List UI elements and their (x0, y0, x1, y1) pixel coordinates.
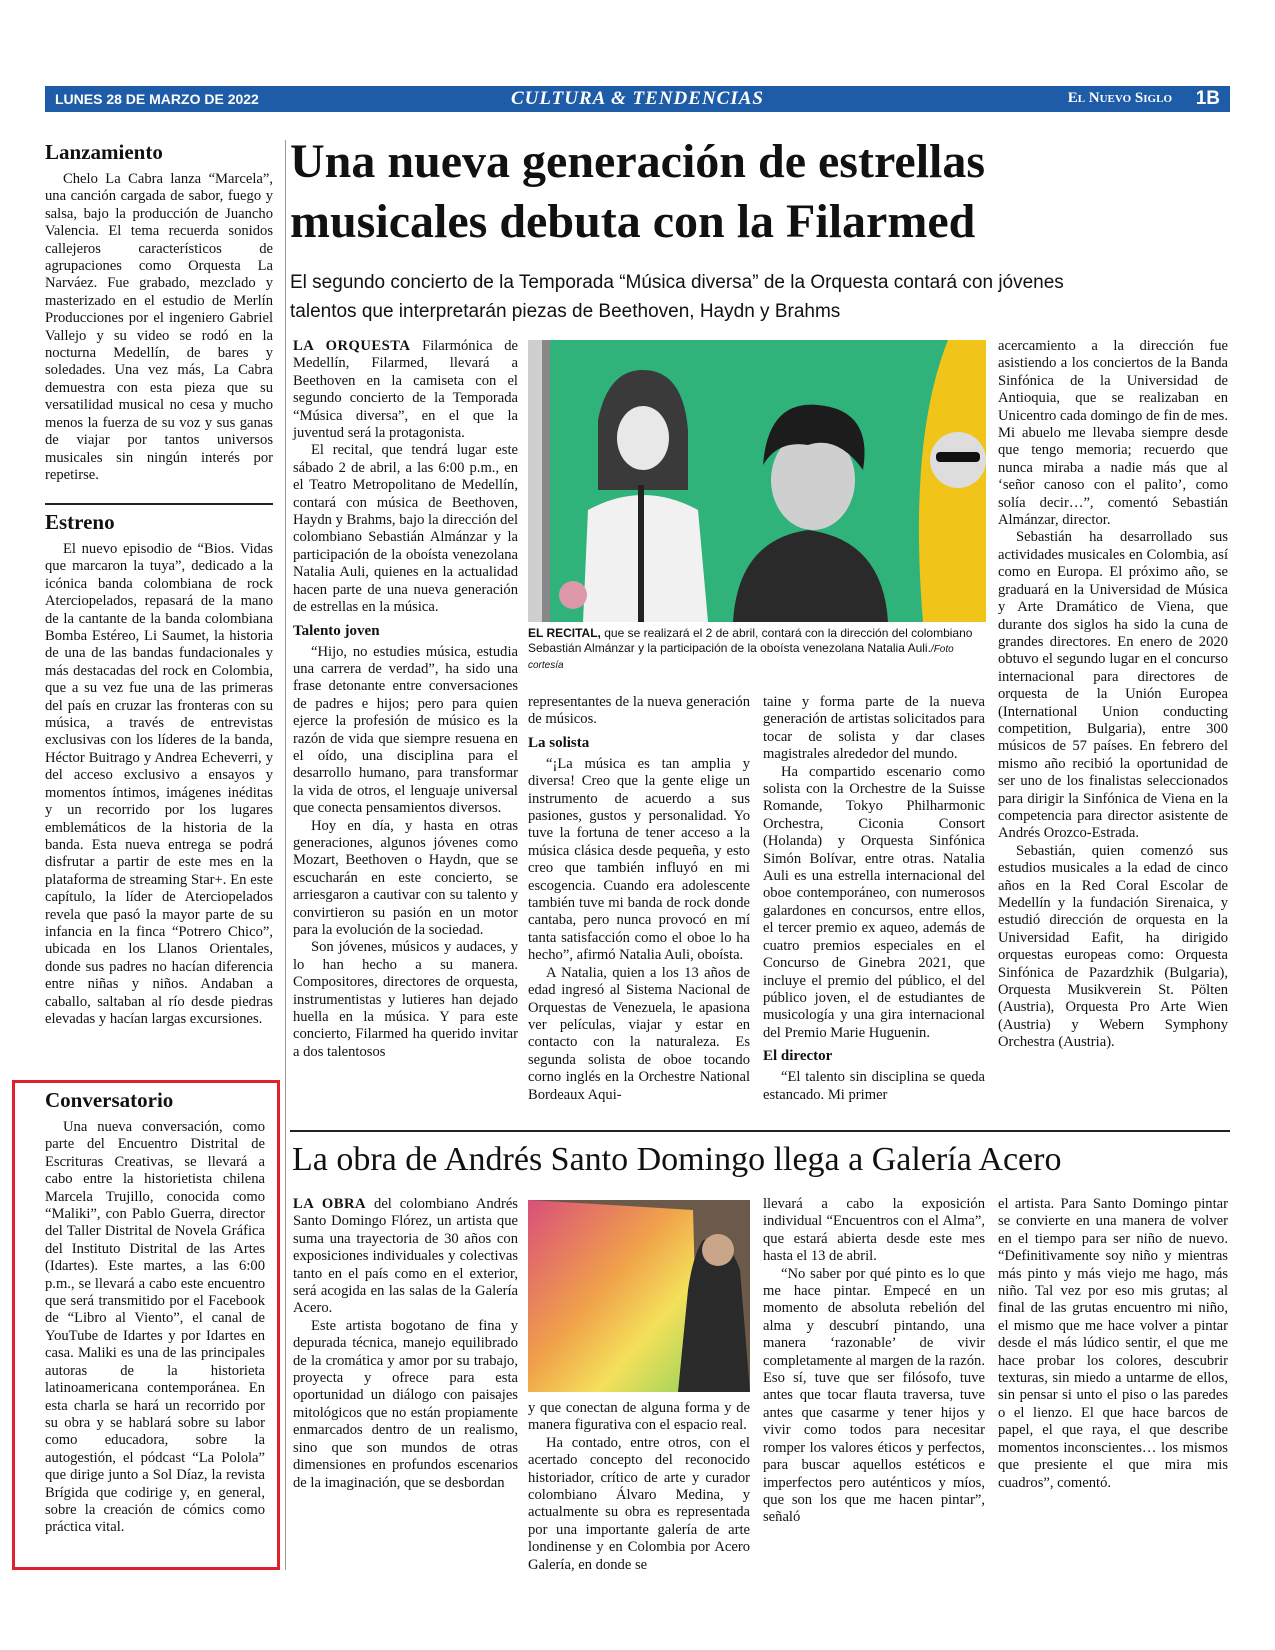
photo-credit: /Foto cortesía (528, 644, 954, 671)
article2-column-3 (763, 1196, 985, 1527)
article2-paragraph: Ha contado, entre otros, con el acertado concepto del reconocido historiador, crítico de arte y curador colombiano Álvaro Medina, y actualmente su obra es representada por una importante galería de arte londinense y en Colombia por Acero Galería, en donde se (528, 1434, 750, 1573)
headline-line-1: Una nueva generación de estrellas (290, 135, 986, 188)
article1-paragraph: Hoy en día, y hasta en otras generaciones, algunos jóvenes como Mozart, Beethoven o Haydn, que se escucharán en este concierto, se arriesgaron a cautivar con su talento y convirtieron su pasión en un motor para la evolución de la sociedad. (293, 817, 518, 938)
column-divider (285, 140, 286, 1570)
deck-line-1: El segundo concierto de la Temporada “Música diversa” de la Orquesta contará con jóvenes (290, 272, 1064, 293)
photo-caption (528, 626, 978, 673)
sidebar-conversatorio (12, 1080, 280, 1570)
article2-paragraph: “No saber por qué pinto es lo que me hace pintar. Empecé en un momento de absoluta rebelión del alma y descubrí pintando, una manera ‘razonable’ de vivir completamente al margen de la razón. Eso sí, tuve que ser filósofo, tuve antes que tocar flauta traversa, tuve antes que casarme y tener hijos y vivir como todos para necesitar romper los valores éticos y perfectos, para buscar aquellos estéticos e imperfectos pero auténticos y míos, que son los que me hacen pintar”, señaló (763, 1265, 985, 1526)
article2-lead-in: LA OBRA (293, 1196, 367, 1212)
photo-illustration (528, 340, 986, 622)
article2-paragraph: y que conectan de alguna forma y de manera figurativa con el espacio real. (528, 1400, 750, 1434)
deck-line-2: talentos que interpretarán piezas de Beethoven, Haydn y Brahms (290, 301, 841, 322)
article2-column-1 (293, 1196, 518, 1492)
artist-photo (528, 1200, 750, 1392)
article1-paragraph: Sebastián ha desarrollado sus actividades musicales en Colombia, así como en Europa. El próximo año, se graduará en la Universidad de Música y Arte Dramático de Viena, que durante dos siglos ha sido la cuna de grandes directores. En enero de 2020 obtuvo el segundo lugar en el concurso internacional para directores de orquesta de la Unión Europea (International Union conducting competition, Bulgaria), entre 300 músicos de 57 países. En febrero del mismo año recibió la oportunidad de ser uno de los finalistas seleccionados para dirigir la Sinfónica de Viena en la competencia para director asistente de Andrés Orozco-Estrada. (998, 529, 1228, 842)
lanzamiento-text: Chelo La Cabra lanza “Marcela”, una canción cargada de sabor, fuego y salsa, bajo la producción de Juancho Valencia. El tema recuerda sonidos callejeros característicos de agrupaciones como Orquesta La Narváez. Fue grabado, mezclado y masterizado en el estudio de Merlín Producciones por el ingeniero Gabriel Vallejo y su video se rodó en la nocturna Medellín, de bares y soledades. Una vez más, La Cabra demuestra con esta pieza que su versatilidad musical no cesa y mucho menos la fuerza de su voz y sus ganas de viajar por tantos universos musicales sin ningún interés por repetirse. (45, 171, 273, 483)
estreno-text: El nuevo episodio de “Bios. Vidas que marcaron la tuya”, dedicado a la icónica banda colombiana de rock Aterciopelados, repasará de la mano de la cantante de la banda colombiana Bomba Estéreo, Li Saumet, la historia de una de las bandas fundacionales y más destacadas del rock en Colombia, que a su vez fue una de las primeras del país en cruzar las fronteras con su música, a través de entrevistas exclusivas con los líderes de la banda, Héctor Buitrago y Andrea Echeverri, y del acceso exclusivo a ensayos y momentos íntimos, imágenes inéditas y un recorrido por los lugares emblemáticos de la historia de la banda. Esta nueva entrega se podrá disfrutar a partir de este mes en la plataforma de streaming Star+. En este capítulo, la líder de Aterciopelados revela que pasó la mayor parte de su infancia en la finca “Potrero Chico”, ubicada en los Llanos Orientales, donde sus padres no hacían diferencia entre niñas y niños. Andaban a caballo, saltaban al río desde piedras elevadas y hacían largas excursiones. (45, 541, 273, 1027)
article2-paragraph: LA OBRA del colombiano Andrés Santo Domingo Flórez, un artista que suma una trayectoria de 30 años con exposiciones individuales y colectivas tanto en el país como en el exterior, será acogida en las salas de la Galería Acero. (293, 1196, 518, 1317)
article1-paragraph: “El talento sin disciplina se queda estancado. Mi primer (763, 1069, 985, 1103)
lanzamiento-heading: Lanzamiento (45, 140, 163, 164)
article1-lead-in: LA ORQUESTA (293, 338, 411, 354)
estreno-heading: Estreno (45, 510, 115, 534)
article1-paragraph: El recital, que tendrá lugar este sábado 2 de abril, a las 6:00 p.m., en el Teatro Metropolitano de Medellín, contará con música de Beethoven, Haydn y Brahms, bajo la dirección del colombiano Sebastián Almánzar y la participación de la oboísta venezolana Natalia Auli, quienes en la actualidad hacen parte de una nueva generación de estrellas en la música. (293, 442, 518, 616)
article1-paragraph: representantes de la nueva generación de músicos. (528, 694, 750, 728)
divider (45, 503, 273, 505)
publication-name: El Nuevo Siglo (1067, 90, 1172, 106)
article1-column-3 (763, 694, 985, 1104)
article1-paragraph: “Hijo, no estudies música, estudia una carrera de verdad”, ha sido una frase detonante entre conversaciones de padres e hijos; pero para quien ejerce la profesión de músico es la razón de vida que siempre resuena en el oído, una disciplina para el desarrollo humano, para transformar la vida de otros, el lenguaje universal que conecta pensamientos diversos. (293, 643, 518, 817)
sidebar-estreno (45, 510, 273, 1028)
article1-deck (290, 268, 1230, 326)
article1-column-4 (998, 338, 1228, 1052)
article1-paragraph: taine y forma parte de la nueva generación de artistas solicitados para tocar de solista y dar clases magistrales alrededor del mundo. (763, 694, 985, 763)
page-number: 1B (1195, 88, 1220, 109)
article2-column-4 (998, 1196, 1228, 1492)
caption-text: que se realizará el 2 de abril, contará con la dirección del colombiano Sebastián Almánzar y la participación de la oboísta venezolana Natalia Auli. (528, 626, 973, 655)
article2-paragraph: Este artista bogotano de fina y depurada técnica, manejo equilibrado de la cromática y amor por su trabajo, proyecta y ofrece para esta oportunidad un diálogo con paisajes mitológicos que no están propiamente enmarcados dentro de un realismo, sino que son mundos de otras dimensiones en profundos escenarios de la imaginación, que se desbordan (293, 1317, 518, 1491)
article2-paragraph: el artista. Para Santo Domingo pintar se convierte en una manera de volver en el tiempo para ser niño de nuevo. “Definitivamente soy niño y mientras más pinto y más viejo me hago, más niño. Tal vez por eso mis grutas; al final de las grutas encuentro mi niño, el mismo que me hace volver a pintar desde el más lúdico sentir, el que me hace probar los colores, descubrir texturas, sin miedo a untarme de ellos, sin pensar si unto el piso o las paredes o el lienzo. El que hace barcos de papel, el que raya, el que describe momentos inconscientes… los mismos que presiente el que mira mis cuadros”, comentó. (998, 1196, 1228, 1491)
article2-column-2 (528, 1400, 750, 1574)
caption-lead: EL RECITAL, (528, 626, 601, 640)
conversatorio-heading: Conversatorio (45, 1088, 174, 1112)
article1-paragraph: A Natalia, quien a los 13 años de edad ingresó al Sistema Nacional de Orquestas de Venezuela, le apasiona ver películas, viajar y estar en contacto con la naturaleza. Es segunda solista de oboe tocando corno inglés en la Orchestre National Bordeaux Aqui- (528, 964, 750, 1103)
conversatorio-text: Una nueva conversación, como parte del Encuentro Distrital de Escrituras Creativas, se llevará a cabo entre la historietista chilena Marcela Trujillo, conocida como “Maliki”, con Pablo Guerra, director del Taller Distrital de Novela Gráfica del Instituto Distrital de las Artes (Idartes). Este martes, a las 6:00 p.m., se llevará a cabo este encuentro que será transmitido por el Facebook de “Libro al Viento”, el canal de YouTube de Idartes y por Idartes en casa. Maliki es una de las principales autoras de la historieta latinoamericana contemporánea. En esta charla se hará un recorrido por su obra y se hablará sobre su labor como educadora, sobre la autogestión, el pódcast “La Polola” que dirige junto a Sol Díaz, la revista Brígida que codirige y, en general, sobre la creación de cómics como práctica vital. (45, 1119, 265, 1536)
article1-paragraph: Sebastián, quien comenzó sus estudios musicales a la edad de cinco años en la Red Coral Escolar de Medellín y la fundación Sirenaica, y estudió dirección de orquesta en la Universidad Eafit, ha dirigido orquestas europeas como: Orquesta Sinfónica de Pazardzhik (Bulgaria), Orquesta Musikverein St. Pölten (Austria), Orquesta Pro Arte Wien (Austria) y Webern Symphony Orchestra (Austria). (998, 842, 1228, 1051)
section-title: CULTURA & TENDENCIAS (511, 88, 764, 109)
article1-paragraph: Ha compartido escenario como solista con la Orchestre de la Suisse Romande, Tokyo Philharmonic Orchestra, Ciconia Consort (Holanda) y Orquesta Sinfónica Simón Bolívar, entre otras. Natalia Auli es una estrella internacional del oboe contemporáneo, con numerosos galardones en concursos, entre ellos, el tercer premio ex aqueo, además de cuatro premios especiales en el Concurso de Ginebra 2021, que incluye el premio del público, el del público joven, el de estudiantes de musicología y una gira internacional del Premio Marie Huguenin. (763, 763, 985, 1041)
article1-headline (290, 132, 1230, 252)
article1-column-1 (293, 338, 518, 1061)
painting-illustration (528, 1200, 750, 1392)
article1-paragraph: LA ORQUESTA Filarmónica de Medellín, Filarmed, llevará a Beethoven en la camiseta con el segundo concierto de la Temporada “Música diversa”, en el que la juventud será la protagonista. (293, 338, 519, 442)
article2-paragraph: llevará a cabo la exposición individual “Encuentros con el Alma”, que estará abierta desde este mes hasta el 13 de abril. (763, 1196, 985, 1265)
article1-paragraph: “¡La música es tan amplia y diversa! Creo que la gente elige un instrumento de acuerdo a sus pasiones, gustos y personalidad. Yo tuve la fortuna de tener acceso a la música clásica desde pequeña, y esto creo que también influyó en mi escogencia. Cuando era adolescente también tuve mi banda de rock donde cantaba, pero nunca provocó en mí tanta satisfacción como el oboe lo ha hecho”, afirmó Natalia Auli, oboísta. (528, 755, 750, 964)
subhead-el-director: El director (763, 1048, 833, 1065)
article2-headline: La obra de Andrés Santo Domingo llega a Galería Acero (292, 1141, 1062, 1178)
article1-column-2 (528, 694, 750, 1104)
subhead-talento-joven: Talento joven (293, 622, 380, 639)
headline-line-2: musicales debuta con la Filarmed (290, 195, 976, 248)
subhead-la-solista: La solista (528, 734, 590, 751)
issue-date: LUNES 28 DE MARZO DE 2022 (55, 91, 259, 107)
article1-paragraph: acercamiento a la dirección fue asistiendo a los conciertos de la Banda Sinfónica de la Universidad de Antioquia, que se realizaban en Unicentro cada domingo de fin de mes. Mi abuelo me llevaba siempre desde que tengo memoria; recuerdo que nunca miraba a nadie más que al ‘señor canoso con el palito’, como solía decir…”, comentó Sebastián Almánzar, director. (998, 338, 1228, 529)
concert-photo (528, 340, 986, 622)
sidebar-lanzamiento (45, 140, 273, 484)
article1-paragraph: Son jóvenes, músicos y audaces, y lo han hecho a su manera. Compositores, directores de orquesta, instrumentistas y lutieres han dejado huella en la música. Y para este concierto, Filarmed ha querido invitar a dos talentosos (293, 939, 518, 1060)
article-divider (290, 1130, 1230, 1132)
section-header-band (45, 86, 1230, 112)
